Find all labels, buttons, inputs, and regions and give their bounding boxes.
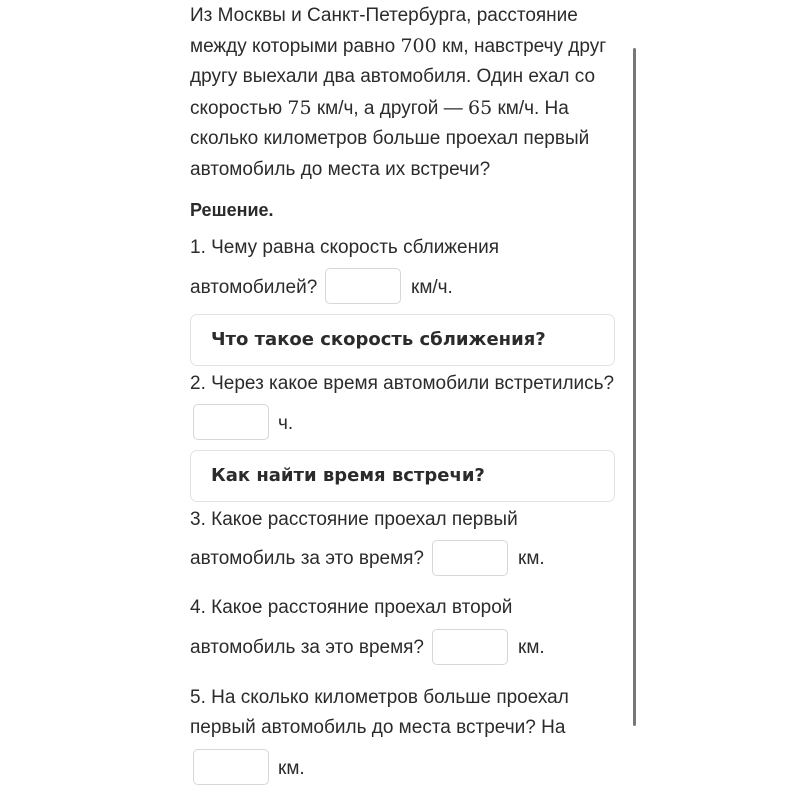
problem-line-3: другу выехали два автомобиля. Один ехал со [190, 66, 596, 87]
problem-line-6: автомобиль до места их встречи? [190, 159, 491, 180]
question-3-text: 3. Какое расстояние проехал первый [190, 509, 518, 530]
problem-line-1: Из Москвы и Санкт-Петербурга, расстояние [190, 5, 578, 26]
solution-label: Решение. [190, 200, 274, 220]
problem-text: скоростью [190, 98, 288, 119]
answer-input-4[interactable] [432, 629, 508, 665]
answer-input-2[interactable] [193, 404, 269, 440]
problem-text: км/ч, а другой — [311, 98, 468, 119]
question-5-text: 5. На сколько километров больше проехал [190, 687, 569, 708]
vertical-scrollbar[interactable] [633, 48, 636, 726]
answer-input-3[interactable] [432, 540, 508, 576]
problem-text: между которыми равно [190, 36, 401, 57]
question-3-text-cont: автомобиль за это время? [190, 548, 425, 569]
distance-value: 700 [400, 35, 437, 57]
unit-label-5: км. [278, 758, 305, 779]
problem-line-4 [190, 96, 569, 121]
speed-1-value: 75 [287, 97, 312, 119]
answer-input-1[interactable] [325, 268, 401, 304]
problem-text: км, навстречу друг [436, 36, 607, 57]
unit-label-4: км. [518, 637, 545, 658]
question-4-text: 4. Какое расстояние проехал второй [190, 597, 513, 618]
problem-text: км/ч. На [492, 98, 569, 119]
question-2-text: 2. Через какое время автомобили встретились? [190, 373, 615, 394]
answer-input-5[interactable] [193, 749, 269, 785]
problem-line-5: сколько километров больше проехал первый [190, 128, 590, 149]
question-4-text-cont: автомобиль за это время? [190, 637, 425, 658]
question-1-text-cont: автомобилей? [190, 277, 318, 298]
unit-label-1: км/ч. [411, 277, 453, 298]
hint-title: Как найти время встречи? [211, 465, 485, 486]
unit-label-2: ч. [278, 413, 294, 434]
unit-label-3: км. [518, 548, 545, 569]
problem-line-2 [190, 34, 606, 59]
question-5-text-cont: первый автомобиль до места встречи? На [190, 717, 566, 738]
hint-speed-of-approach[interactable] [190, 314, 615, 366]
hint-meeting-time[interactable] [190, 450, 615, 502]
speed-2-value: 65 [467, 97, 493, 119]
question-1-text: 1. Чему равна скорость сближения [190, 237, 499, 258]
hint-title: Что такое скорость сближения? [211, 329, 546, 350]
